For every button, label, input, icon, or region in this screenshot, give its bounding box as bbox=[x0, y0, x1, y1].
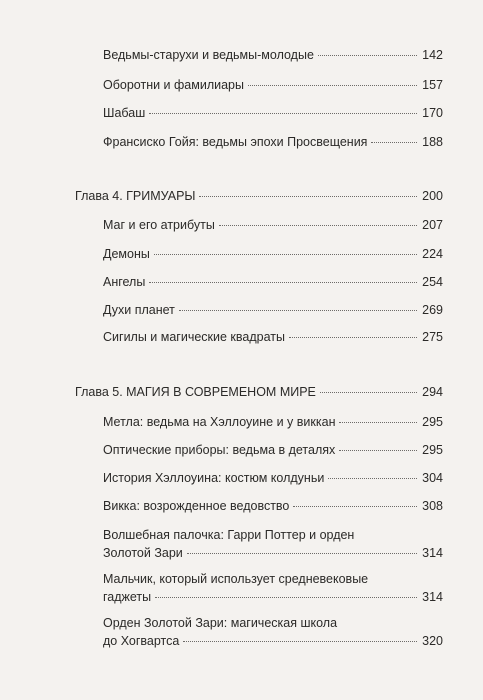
dot-leader bbox=[149, 113, 417, 114]
toc-entry-title: История Хэллоуина: костюм колдуньи bbox=[103, 471, 325, 485]
toc-entry-title-line1: Мальчик, который использует средневековые bbox=[103, 572, 369, 586]
toc-entry-page: 224 bbox=[422, 247, 443, 261]
dot-leader bbox=[318, 55, 417, 56]
dot-leader bbox=[289, 337, 417, 338]
toc-entry-page: 295 bbox=[422, 415, 443, 429]
toc-entry-title-line1: Орден Золотой Зари: магическая школа bbox=[103, 616, 338, 630]
dot-leader bbox=[339, 422, 417, 423]
dot-leader bbox=[248, 85, 417, 86]
toc-entry-title: Викка: возрожденное ведовство bbox=[103, 499, 290, 513]
toc-entry bbox=[103, 245, 443, 263]
toc-entry bbox=[103, 328, 443, 346]
dot-leader bbox=[320, 392, 417, 393]
toc-entry-title-line2: Золотой Зари bbox=[103, 546, 183, 560]
chapter-page: 200 bbox=[422, 189, 443, 203]
dot-leader bbox=[371, 142, 417, 143]
toc-entry-title: Духи планет bbox=[103, 303, 175, 317]
dot-leader bbox=[183, 641, 417, 642]
toc-entry-multiline bbox=[103, 614, 443, 650]
toc-entry-page: 269 bbox=[422, 303, 443, 317]
toc-entry bbox=[103, 133, 443, 151]
toc-entry-title-line1: Волшебная палочка: Гарри Поттер и орден bbox=[103, 528, 355, 542]
toc-entry-title: Ведьмы-старухи и ведьмы-молодые bbox=[103, 48, 314, 62]
toc-entry-page: 314 bbox=[422, 590, 443, 604]
toc-entry-title: Сигилы и магические квадраты bbox=[103, 330, 285, 344]
toc-entry-page: 308 bbox=[422, 499, 443, 513]
toc-entry bbox=[103, 497, 443, 515]
toc-entry-page: 157 bbox=[422, 78, 443, 92]
dot-leader bbox=[219, 225, 417, 226]
dot-leader bbox=[293, 506, 417, 507]
toc-entry-page: 275 bbox=[422, 330, 443, 344]
toc-entry-title: Оптические приборы: ведьма в деталях bbox=[103, 443, 336, 457]
toc-entry-title: Оборотни и фамилиары bbox=[103, 78, 244, 92]
toc-entry-page: 170 bbox=[422, 106, 443, 120]
toc-entry-title: Метла: ведьма на Хэллоуине и у виккан bbox=[103, 415, 336, 429]
toc-entry-title: Маг и его атрибуты bbox=[103, 218, 215, 232]
dot-leader bbox=[154, 254, 417, 255]
dot-leader bbox=[155, 597, 417, 598]
dot-leader bbox=[328, 478, 417, 479]
toc-entry bbox=[103, 273, 443, 291]
toc-entry-multiline bbox=[103, 570, 443, 606]
toc-entry-title: Ангелы bbox=[103, 275, 146, 289]
toc-entry-page: 207 bbox=[422, 218, 443, 232]
toc-entry-title: Шабаш bbox=[103, 106, 146, 120]
chapter-title: Глава 5. МАГИЯ В СОВРЕМЕНОМ МИРЕ bbox=[75, 385, 316, 399]
toc-entry-page: 142 bbox=[422, 48, 443, 62]
toc-entry-title: Демоны bbox=[103, 247, 150, 261]
chapter-title: Глава 4. ГРИМУАРЫ bbox=[75, 189, 196, 203]
dot-leader bbox=[339, 450, 417, 451]
toc-entry bbox=[103, 216, 443, 234]
toc-entry bbox=[103, 469, 443, 487]
toc-entry-title-line2: до Хогвартса bbox=[103, 634, 180, 648]
toc-entry bbox=[103, 441, 443, 459]
dot-leader bbox=[199, 196, 417, 197]
toc-entry-page: 304 bbox=[422, 471, 443, 485]
toc-entry bbox=[103, 301, 443, 319]
toc-entry-title-line2: гаджеты bbox=[103, 590, 152, 604]
chapter-page: 294 bbox=[422, 385, 443, 399]
toc-entry bbox=[103, 46, 443, 64]
dot-leader bbox=[179, 310, 417, 311]
dot-leader bbox=[187, 553, 417, 554]
toc-entry bbox=[103, 413, 443, 431]
toc-entry-multiline bbox=[103, 526, 443, 562]
toc-entry-title: Франсиско Гойя: ведьмы эпохи Просвещения bbox=[103, 135, 368, 149]
toc-entry-page: 254 bbox=[422, 275, 443, 289]
toc-entry-page: 320 bbox=[422, 634, 443, 648]
toc-chapter bbox=[75, 383, 443, 401]
toc-entry bbox=[103, 76, 443, 94]
toc-entry-page: 188 bbox=[422, 135, 443, 149]
toc-entry bbox=[103, 104, 443, 122]
toc-chapter bbox=[75, 187, 443, 205]
toc-entry-page: 295 bbox=[422, 443, 443, 457]
dot-leader bbox=[149, 282, 417, 283]
toc-entry-page: 314 bbox=[422, 546, 443, 560]
